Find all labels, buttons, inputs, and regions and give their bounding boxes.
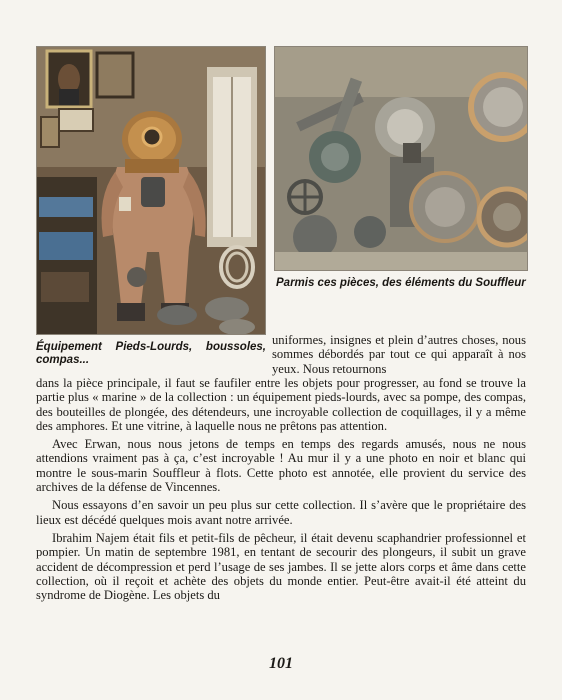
- body-paragraph: Nous essayons d’en savoir un peu plus sur cette collection. Il s’avère que le propriétaire des lieux est décédé quelques mois avant notre arrivée.: [36, 498, 526, 527]
- diving-suit-illustration: [37, 47, 265, 334]
- body-paragraph: Ibrahim Najem était fils et petit-fils de pêcheur, il était devenu scaphandrier professionnel et pompier. Un matin de septembre 1981, en tentant de secourir des plongeurs, il subit un grave accident de décompression et perd l’usage de ses jambes. Il se jette alors corps et âme dans cette collection, où il reçoit et achète des objets du monde entier. Peut-être avait-il été atteint du syndrome de Diogène. Les objets du: [36, 530, 526, 603]
- body-paragraph: Avec Erwan, nous nous jetons de temps en temps des regards amusés, nous ne nous attendions vraiment pas à ça, c’est incroyable ! Au mur il y a une photo en noir et blanc qui montre le sous-marin Souffleur à flots. Cette photo est annotée, elle provient du service des archives de la défense de Vincennes.: [36, 437, 526, 495]
- page-number: 101: [269, 655, 293, 672]
- metal-parts-illustration: [275, 47, 527, 270]
- body-paragraph: dans la pièce principale, il faut se faufiler entre les objets pour progresser, au fond se trouve la partie plus « marine » de la collection : un équipement pieds-lourds, avec sa pompe, des compas, des bouteilles de plongée, des détendeurs, une incroyable collection de coquillages, il y a même des amphores. Et une vitrine, à laquelle nous ne prêtons pas attention.: [36, 376, 526, 433]
- photo-caption-left: Équipement Pieds-Lourds, boussoles, compas...: [36, 341, 266, 366]
- metal-parts-photo: [274, 46, 528, 271]
- diving-suit-photo: [36, 46, 266, 335]
- body-text: [36, 376, 526, 602]
- photo-caption-right: Parmis ces pièces, des éléments du Souffleur: [276, 277, 526, 289]
- body-paragraph-start: uniformes, insignes et plein d’autres choses, nous sommes débordés par tout ce qui apparaît à nos yeux. Nous retournons: [272, 333, 526, 376]
